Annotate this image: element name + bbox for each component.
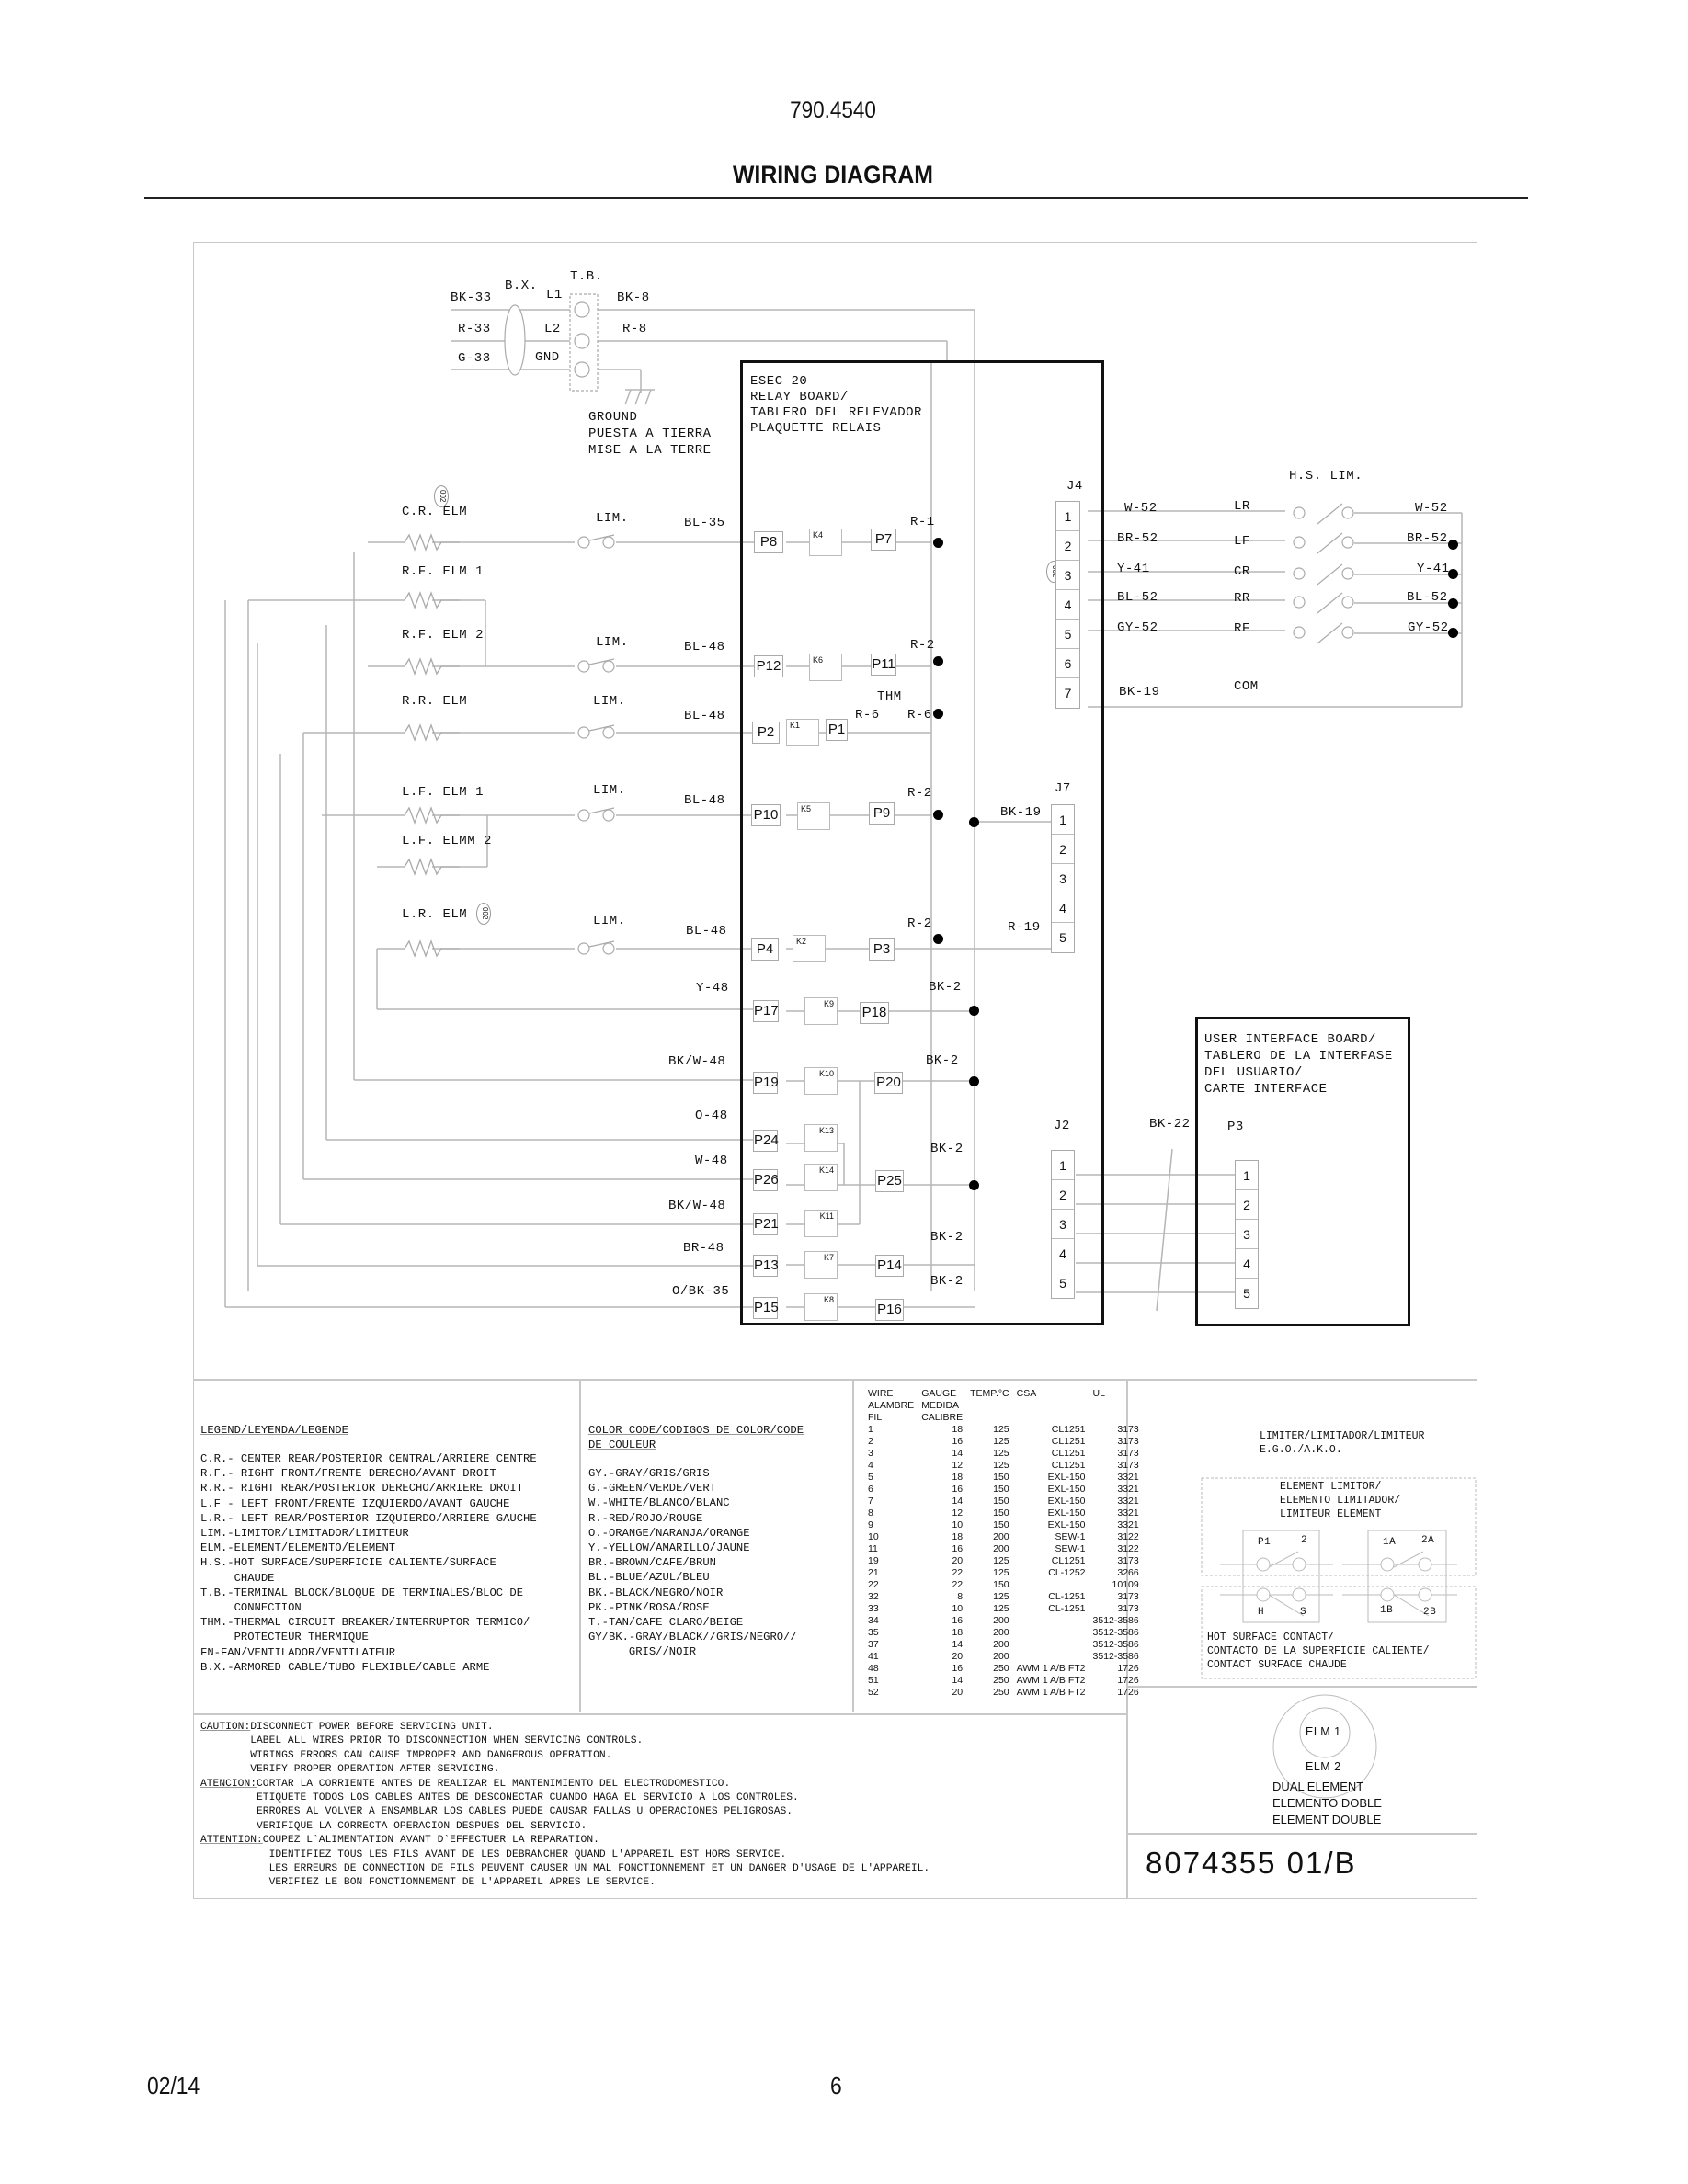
revision-badge: 002 — [476, 903, 491, 925]
caution-line: LABEL ALL WIRES PRIOR TO DISCONNECTION WHEN SERVICING CONTROLS. — [200, 1735, 644, 1747]
pin-p7: P7 — [871, 529, 896, 551]
wire-label: R-6 — [855, 708, 880, 722]
wire-table-row: 6 16 150 EXL-150 3321 — [868, 1484, 1139, 1495]
junction-dot — [1448, 628, 1458, 638]
section-divider — [1126, 1686, 1477, 1688]
wire-label: R-1 — [910, 515, 935, 529]
wire-table-row: 4 12 125 CL1251 3173 — [868, 1460, 1139, 1471]
caution-line: ETIQUETE TODOS LOS CABLES ANTES DE DESCONECTAR CUANDO HAGA EL SERVICIO A LOS CONTROLES. — [200, 1792, 799, 1804]
wire-table-row: 52 20 250 AWM 1 A/B FT2 1726 — [868, 1687, 1139, 1698]
relay-k11: K11 — [804, 1210, 838, 1237]
terminal-gnd: GND — [535, 350, 560, 365]
junction-dot — [969, 1076, 979, 1086]
terminal-h: H — [1258, 1607, 1265, 1618]
relay-k2: K2 — [793, 935, 826, 962]
pin-p1: P1 — [826, 719, 848, 741]
caution-block — [200, 1721, 930, 1891]
junction-dot — [933, 656, 943, 666]
wire-table-row: 37 14 200 3512-3586 — [868, 1639, 1139, 1650]
hs-wire-right: GY-52 — [1408, 620, 1449, 635]
wire-label: BL-35 — [684, 516, 725, 530]
wire-table-row: 22 22 150 10109 — [868, 1579, 1139, 1590]
terminal-2: 2 — [1301, 1535, 1308, 1546]
caution-line: WIRINGS ERRORS CAN CAUSE IMPROPER AND DANGEROUS OPERATION. — [200, 1749, 612, 1761]
revision-badge: 002 — [434, 485, 449, 507]
pin-p14: P14 — [875, 1255, 904, 1277]
wire-table-row: 21 22 125 CL-1252 3266 — [868, 1567, 1139, 1578]
page-title: WIRING DIAGRAM — [732, 161, 934, 188]
wire-table-row: 7 14 150 EXL-150 3321 — [868, 1496, 1139, 1507]
junction-dot — [933, 538, 943, 548]
relay-board — [740, 360, 1104, 1325]
hs-position: LF — [1234, 534, 1250, 549]
terminal-1b: 1B — [1380, 1605, 1394, 1616]
ui-board-title-3: DEL USUARIO/ — [1204, 1065, 1303, 1080]
caution-line: VERIFIEZ LE BON FONCTIONNEMENT DE L'APPAREIL APRES LE SERVICE. — [200, 1877, 656, 1889]
hs-position: LR — [1234, 499, 1250, 514]
junction-dot — [1448, 598, 1458, 609]
wire-label: W-48 — [695, 1154, 728, 1168]
terminal-2a: 2A — [1421, 1535, 1435, 1546]
relay-k5: K5 — [797, 802, 830, 830]
legend-list: C.R.- CENTER REAR/POSTERIOR CENTRAL/ARRIERE CENTRE R.F.- RIGHT FRONT/FRENTE DERECHO/AVANT DROIT R.R.- RIGHT REAR/POSTERIOR DERECHO/ARRIERE DROIT L.F - LEFT FRONT/FRENTE IZQUIERDO/AVANT GAUCHE L.R.- LEFT REAR/POSTERIOR IZQUIERDO/ARRIERE GAUCHE LIM.-LIMITOR/LIMITADOR/LIMITEUR ELM.-ELEMENT/ELEMENTO/ELEMENT H.S.-HOT SURFACE/SUPERFICIE CALIENTE/SURFACE CHAUDE T.B.-TERMINAL BLOCK/BLOQUE DE TERMINALES/BLOC DE CONNECTION THM.-THERMAL CIRCUIT BREAKER/INTERRUPTOR TERMICO/ PROTECTEUR THERMIQUE FN-FAN/VENTILADOR/VENTILATEUR B.X.-ARMORED CABLE/TUBO FLEXIBLE/CABLE ARME — [200, 1452, 537, 1674]
terminal-2b: 2B — [1423, 1607, 1437, 1618]
ui-board-title-1: USER INTERFACE BOARD/ — [1204, 1032, 1376, 1047]
dual-element-inner: ELM 1 — [1306, 1725, 1341, 1738]
hs-wire-left: Y-41 — [1117, 562, 1150, 576]
wire-table-row: 8 12 150 EXL-150 3321 — [868, 1507, 1139, 1519]
wire-table-row: 9 10 150 EXL-150 3321 — [868, 1519, 1139, 1530]
wire-label-r8: R-8 — [622, 322, 647, 336]
wire-table-row: 11 16 200 SEW-1 3122 — [868, 1543, 1139, 1554]
legend-title: LEGEND/LEYENDA/LEGENDE — [200, 1424, 348, 1437]
hs-wire-right: BR-52 — [1407, 531, 1448, 546]
pin-p16: P16 — [875, 1299, 904, 1321]
hs-wire-right: W-52 — [1415, 501, 1448, 516]
pin-p18: P18 — [860, 1002, 889, 1024]
ui-board-title-4: CARTE INTERFACE — [1204, 1082, 1328, 1097]
relay-k6: K6 — [809, 654, 842, 681]
element-lf1: L.F. ELM 1 — [402, 785, 485, 800]
section-divider — [193, 1379, 1477, 1381]
connector-p3: 1 2 3 4 5 — [1235, 1160, 1259, 1309]
junction-dot — [969, 1006, 979, 1016]
wire-table-row: 3 14 125 CL1251 3173 — [868, 1448, 1139, 1459]
caution-line: VERIFY PROPER OPERATION AFTER SERVICING. — [200, 1764, 500, 1776]
footer-page-number: 6 — [830, 2072, 842, 2099]
pin-p11: P11 — [871, 654, 896, 676]
p3-label: P3 — [1227, 1120, 1244, 1134]
junction-dot — [1448, 569, 1458, 579]
wire-label: BK-2 — [930, 1142, 964, 1156]
wire-table-row: 35 18 200 3512-3586 — [868, 1627, 1139, 1638]
caution-line: IDENTIFIEZ TOUS LES FILS AVANT DE LES DEBRANCHER QUAND L'APPAREIL EST HORS SERVICE. — [200, 1848, 787, 1860]
ui-board-title-2: TABLERO DE LA INTERFASE — [1204, 1049, 1393, 1064]
wire-table-row: 34 16 200 3512-3586 — [868, 1615, 1139, 1626]
limiter-key-title: LIMITER/LIMITADOR/LIMITEUR E.G.O./A.K.O. — [1260, 1430, 1425, 1456]
wire-table-row: 2 16 125 CL1251 3173 — [868, 1436, 1139, 1447]
pin-p25: P25 — [875, 1170, 904, 1192]
wire-label: R-2 — [907, 916, 932, 931]
hs-wire-left: GY-52 — [1117, 620, 1158, 635]
dual-element-outer: ELM 2 — [1306, 1760, 1341, 1773]
junction-dot — [933, 709, 943, 719]
bx-label: B.X. — [505, 279, 538, 293]
limiter-label: LIM. — [596, 511, 629, 526]
junction-dot — [1448, 540, 1458, 550]
wire-label: O/BK-35 — [672, 1284, 730, 1299]
thm-label: THM — [877, 689, 902, 704]
ground-label-fr: MISE A LA TERRE — [588, 443, 712, 458]
terminal-p1: P1 — [1258, 1537, 1272, 1548]
hs-wire-left: BK-19 — [1119, 685, 1160, 700]
wire-label: BK-2 — [930, 1274, 964, 1289]
junction-dot — [969, 1180, 979, 1190]
relay-k4: K4 — [809, 529, 842, 556]
wire-table-row: 41 20 200 3512-3586 — [868, 1651, 1139, 1662]
cable-label-bk22: BK-22 — [1149, 1117, 1191, 1132]
hot-surface-contact-label: HOT SURFACE CONTACT/ CONTACTO DE LA SUPERFICIE CALIENTE/ CONTACT SURFACE CHAUDE — [1207, 1632, 1430, 1671]
pin-p3: P3 — [869, 938, 895, 961]
j4-label: J4 — [1066, 479, 1083, 494]
hs-wire-right: Y-41 — [1417, 562, 1450, 576]
model-number: 790.4540 — [790, 97, 876, 123]
j7-label: J7 — [1055, 781, 1071, 796]
element-cr: C.R. ELM — [402, 505, 468, 519]
wire-label: BL-48 — [684, 640, 725, 654]
relay-k10: K10 — [804, 1067, 838, 1095]
hs-lim-title: H.S. LIM. — [1289, 469, 1363, 483]
wire-label: R-2 — [910, 638, 935, 653]
section-divider — [852, 1379, 854, 1712]
terminal-s: S — [1300, 1607, 1307, 1618]
junction-dot — [933, 934, 943, 944]
pin-p9: P9 — [869, 802, 895, 825]
hs-position: CR — [1234, 564, 1250, 579]
color-code-title: COLOR CODE/CODIGOS DE COLOR/CODE DE COULEUR — [588, 1424, 804, 1452]
section-divider — [579, 1379, 581, 1712]
pin-p2: P2 — [752, 722, 780, 744]
wire-label: BK-2 — [930, 1230, 964, 1245]
tb-label: T.B. — [570, 269, 603, 284]
relay-k13: K13 — [804, 1124, 838, 1152]
terminal-l2: L2 — [544, 322, 561, 336]
pin-p4: P4 — [751, 938, 779, 961]
relay-k7: K7 — [804, 1251, 838, 1279]
connector-j4: 1 2 3 4 5 6 7 — [1055, 501, 1080, 709]
terminal-l1: L1 — [546, 288, 563, 302]
relay-board-title-1: ESEC 20 — [750, 374, 808, 389]
section-divider — [193, 1713, 1126, 1715]
wire-table-header-row: FIL CALIBRE — [868, 1412, 964, 1423]
element-lf2: L.F. ELMM 2 — [402, 834, 492, 848]
element-limitor-label: ELEMENT LIMITOR/ ELEMENTO LIMITADOR/ LIMITEUR ELEMENT — [1280, 1481, 1401, 1520]
caution-line: LES ERREURS DE CONNECTION DE FILS PEUVENT CAUSER UN MAL FONCTIONNEMENT ET UN DANGER D'USAGE DE L'APPAREIL. — [200, 1863, 930, 1875]
wire-label: BL-48 — [686, 924, 727, 938]
caution-line: ATENCION:CORTAR LA CORRIENTE ANTES DE REALIZAR EL MANTENIMIENTO DEL ELECTRODOMESTICO. — [200, 1778, 731, 1790]
pin-p26: P26 — [753, 1169, 778, 1191]
wire-table-row: 5 18 150 EXL-150 3321 — [868, 1472, 1139, 1483]
wire-table-row: 19 20 125 CL1251 3173 — [868, 1555, 1139, 1566]
color-code-list: GY.-GRAY/GRIS/GRIS G.-GREEN/VERDE/VERT W.-WHITE/BLANCO/BLANC R.-RED/ROJO/ROUGE O.-ORANGE/NARANJA/ORANGE Y.-YELLOW/AMARILLO/JAUNE BR.-BROWN/CAFE/BRUN BL.-BLUE/AZUL/BLEU BK.-BLACK/NEGRO/NOIR PK.-PINK/ROSA/ROSE T.-TAN/CAFE CLARO/BEIGE GY/BK.-GRAY/BLACK//GRIS/NEGRO// GRIS//NOIR — [588, 1467, 797, 1659]
hs-wire-left: BR-52 — [1117, 531, 1158, 546]
connector-j7: 1 2 3 4 5 — [1051, 804, 1075, 953]
relay-k9: K9 — [804, 997, 838, 1025]
pin-p17: P17 — [753, 1000, 779, 1022]
terminal-1a: 1A — [1383, 1537, 1397, 1548]
wire-label: BK-2 — [926, 1053, 959, 1068]
pin-p12: P12 — [754, 655, 783, 677]
limiter-label: LIM. — [593, 914, 626, 928]
wire-label: BR-48 — [683, 1241, 724, 1256]
hs-wire-left: BL-52 — [1117, 590, 1158, 605]
wire-gauge-table — [864, 1388, 1143, 1699]
limiter-label: LIM. — [593, 783, 626, 798]
hs-position: RR — [1234, 591, 1250, 606]
relay-board-title-3: TABLERO DEL RELEVADOR — [750, 405, 922, 420]
dual-element-caption: DUAL ELEMENT ELEMENTO DOBLE ELEMENT DOUBLE — [1272, 1780, 1382, 1826]
pin-p13: P13 — [753, 1255, 778, 1277]
ground-label-en: GROUND — [588, 410, 638, 425]
wire-label: Y-48 — [696, 981, 729, 995]
hs-position: RF — [1234, 621, 1250, 636]
element-rr: R.R. ELM — [402, 694, 468, 709]
wire-label-bk33: BK-33 — [451, 290, 492, 305]
relay-board-title-4: PLAQUETTE RELAIS — [750, 421, 882, 436]
pin-p15: P15 — [753, 1297, 778, 1319]
ground-label-es: PUESTA A TIERRA — [588, 427, 712, 441]
wire-table-row: 33 10 125 CL-1251 3173 — [868, 1603, 1139, 1614]
hs-position: COM — [1234, 679, 1259, 694]
wire-label: R-2 — [907, 786, 932, 801]
pin-p19: P19 — [753, 1072, 778, 1094]
limiter-label: LIM. — [596, 635, 629, 650]
part-number: 8074355 01/B — [1146, 1846, 1357, 1880]
relay-k8: K8 — [804, 1293, 838, 1321]
wire-label: BL-48 — [684, 709, 725, 723]
wire-label-r33: R-33 — [458, 322, 491, 336]
caution-line: VERIFIQUE LA CORRECTA OPERACION DESPUES DEL SERVICIO. — [200, 1820, 587, 1832]
wire-label: BK/W-48 — [668, 1199, 726, 1213]
wire-label: O-48 — [695, 1109, 728, 1123]
junction-dot — [933, 810, 943, 820]
element-lr: L.R. ELM — [402, 907, 468, 922]
pin-p8: P8 — [754, 531, 783, 553]
wire-label-r19: R-19 — [1008, 920, 1041, 935]
limiter-label: LIM. — [593, 694, 626, 709]
wire-table-row: 32 8 125 CL-1251 3173 — [868, 1591, 1139, 1602]
wire-label: BL-48 — [684, 793, 725, 808]
wire-table-header-row: WIRE GAUGE TEMP.°C CSA UL — [868, 1388, 1105, 1399]
element-rf1: R.F. ELM 1 — [402, 564, 485, 579]
wire-table-row: 48 16 250 AWM 1 A/B FT2 1726 — [868, 1663, 1139, 1674]
hs-wire-right: BL-52 — [1407, 590, 1448, 605]
junction-dot — [969, 817, 979, 827]
caution-line: ATTENTION:COUPEZ L`ALIMENTATION AVANT D`EFFECTUER LA REPARATION. — [200, 1835, 599, 1847]
relay-k1: K1 — [786, 719, 819, 746]
element-rf2: R.F. ELM 2 — [402, 628, 485, 643]
wire-table-row: 51 14 250 AWM 1 A/B FT2 1726 — [868, 1675, 1139, 1686]
pin-p21: P21 — [753, 1213, 778, 1235]
connector-j2: 1 2 3 4 5 — [1051, 1150, 1075, 1299]
relay-board-title-2: RELAY BOARD/ — [750, 390, 849, 404]
wire-table-row: 10 18 200 SEW-1 3122 — [868, 1531, 1139, 1542]
pin-p24: P24 — [753, 1130, 778, 1152]
wire-label: R-6 — [907, 708, 932, 722]
relay-k14: K14 — [804, 1164, 838, 1191]
wire-label: BK/W-48 — [668, 1054, 726, 1069]
wire-table-header-row: ALAMBRE MEDIDA — [868, 1400, 960, 1411]
wire-label-g33: G-33 — [458, 351, 491, 366]
footer-date: 02/14 — [147, 2072, 200, 2099]
j2-label: J2 — [1054, 1119, 1070, 1133]
pin-p10: P10 — [751, 804, 781, 826]
wire-label: BK-2 — [929, 980, 962, 995]
wire-label-bk19: BK-19 — [1000, 805, 1042, 820]
caution-line: CAUTION:DISCONNECT POWER BEFORE SERVICING UNIT. — [200, 1722, 494, 1733]
caution-line: ERRORES AL VOLVER A ENSAMBLAR LOS CABLES PUEDE CAUSAR FALLAS U OPERACIONES PELIGROSAS. — [200, 1806, 793, 1818]
section-divider — [1126, 1833, 1477, 1835]
wire-table-row: 1 18 125 CL1251 3173 — [868, 1424, 1139, 1435]
hs-wire-left: W-52 — [1124, 501, 1158, 516]
wire-label-bk8: BK-8 — [617, 290, 650, 305]
pin-p20: P20 — [874, 1072, 903, 1094]
